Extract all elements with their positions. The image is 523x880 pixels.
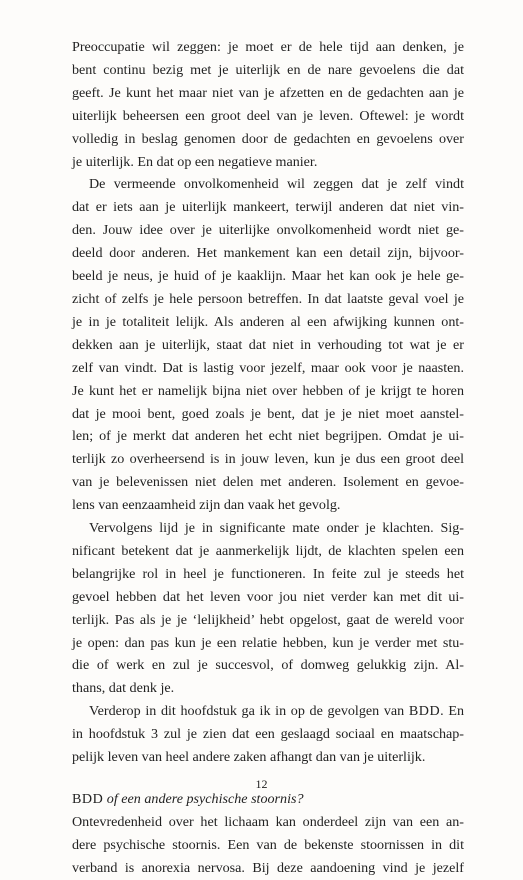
paragraph-significant bbox=[72, 517, 464, 700]
text-line: Je kunt het er namelijk bijna niet over hebben of je krijgt te horen bbox=[72, 382, 464, 399]
text-line: den. Jouw idee over je uiterlijke onvolkomenheid wordt niet ge- bbox=[72, 222, 464, 239]
paragraph-onvolkomenheid bbox=[72, 173, 464, 517]
text-line: verband is anorexia nervosa. Bij deze aandoening vind je jezelf bbox=[72, 859, 464, 876]
text-line: lens van eenzaamheid zijn dan vaak het gevolg. bbox=[72, 497, 341, 514]
heading-text: of een andere psychische stoornis? bbox=[103, 791, 304, 807]
text-line: terlijk. Pas als je je ‘lelijkheid’ hebt opgelost, gaat de wereld voor bbox=[72, 611, 464, 628]
text-line: geeft. Je kunt het maar niet van je afzetten en de gedachten aan je bbox=[72, 84, 464, 101]
text-line: dekken aan je uiterlijk, staat dat niet in verhouding tot wat je er bbox=[72, 336, 464, 353]
text-line: pelijk leven van heel andere zaken afhangt dan van je uiterlijk. bbox=[72, 749, 426, 766]
text-line: terlijk zo overheersend is in jouw leven, kun je dus een groot deel bbox=[72, 451, 464, 468]
text-line: Ontevredenheid over het lichaam kan onderdeel zijn van een an- bbox=[72, 813, 464, 830]
page-number: 12 bbox=[255, 777, 268, 791]
text-line: deeld door anderen. Het mankement kan een detail zijn, bijvoor- bbox=[72, 245, 464, 262]
text-line: nificant betekent dat je aanmerkelijk lijdt, de klachten spelen een bbox=[72, 542, 464, 559]
text-line: volledig in beslag genomen door de gedachten en gevoelens over bbox=[72, 130, 464, 147]
text-line: dat je mooi bent, goed zoals je bent, dat je je niet moet aanstel- bbox=[72, 405, 464, 422]
text-line: uiterlijk beheersen een groot deel van je leven. Oftewel: je wordt bbox=[72, 107, 464, 124]
heading-abbreviation: BDD bbox=[72, 791, 104, 807]
text-line: dere psychische stoornis. Een van de bekenste stoornissen in dit bbox=[72, 836, 464, 853]
paragraph-verderop bbox=[72, 700, 464, 769]
text-line: van je belevenissen niet delen met anderen. Isolement en gevoe- bbox=[72, 474, 464, 491]
text-line: in hoofdstuk 3 zul je zien dat een geslaagd sociaal en maatschap- bbox=[72, 726, 464, 743]
text-line: bent continu bezig met je uiterlijk en de nare gevoelens die dat bbox=[72, 61, 464, 78]
text-line: zelf van vindt. Dat is lastig voor jezelf, maar ook voor je naasten. bbox=[72, 359, 464, 376]
text-line: je uiterlijk. En dat op een negatieve manier. bbox=[72, 153, 318, 170]
text-line: die of werk en zul je succesvol, of domweg gelukkig zijn. Al- bbox=[72, 657, 464, 674]
text-line: thans, dat denk je. bbox=[72, 680, 175, 697]
text-line: Preoccupatie wil zeggen: je moet er de hele tijd aan denken, je bbox=[72, 39, 464, 55]
text-line: dat er iets aan je uiterlijk mankeert, terwijl anderen dat niet vin- bbox=[72, 199, 464, 216]
text-line: Vervolgens lijd je in significante mate onder je klachten. Sig- bbox=[89, 520, 464, 537]
text-line: len; of je merkt dat anderen het echt niet begrijpen. Omdat je ui- bbox=[72, 428, 464, 445]
text-line: beeld je neus, je huid of je kaaklijn. Maar het kan ook je hele ge- bbox=[72, 268, 464, 285]
text-line: zicht of zelfs je hele persoon betreffen. In dat laatste geval voel je bbox=[72, 290, 464, 307]
text-line: De vermeende onvolkomenheid wil zeggen dat je zelf vindt bbox=[89, 176, 464, 193]
paragraph-psychische-stoornis bbox=[72, 811, 464, 880]
paragraph-preoccupatie bbox=[72, 36, 464, 173]
text-line: je in je totaliteit lelijk. Als anderen al een afwijking kunnen ont- bbox=[72, 313, 464, 330]
text-line: je open: dan pas kun je een relatie hebben, kun je verder met stu- bbox=[72, 634, 464, 651]
body-text bbox=[72, 36, 464, 880]
text-line: Verderop in dit hoofdstuk ga ik in op de gevolgen van BDD. En bbox=[89, 703, 465, 720]
text-line: belangrijke rol in heel je functioneren. In feite zul je steeds het bbox=[72, 565, 464, 582]
text-line: gevoel hebben dat het leven voor jou niet verder kan met dit ui- bbox=[72, 588, 464, 605]
